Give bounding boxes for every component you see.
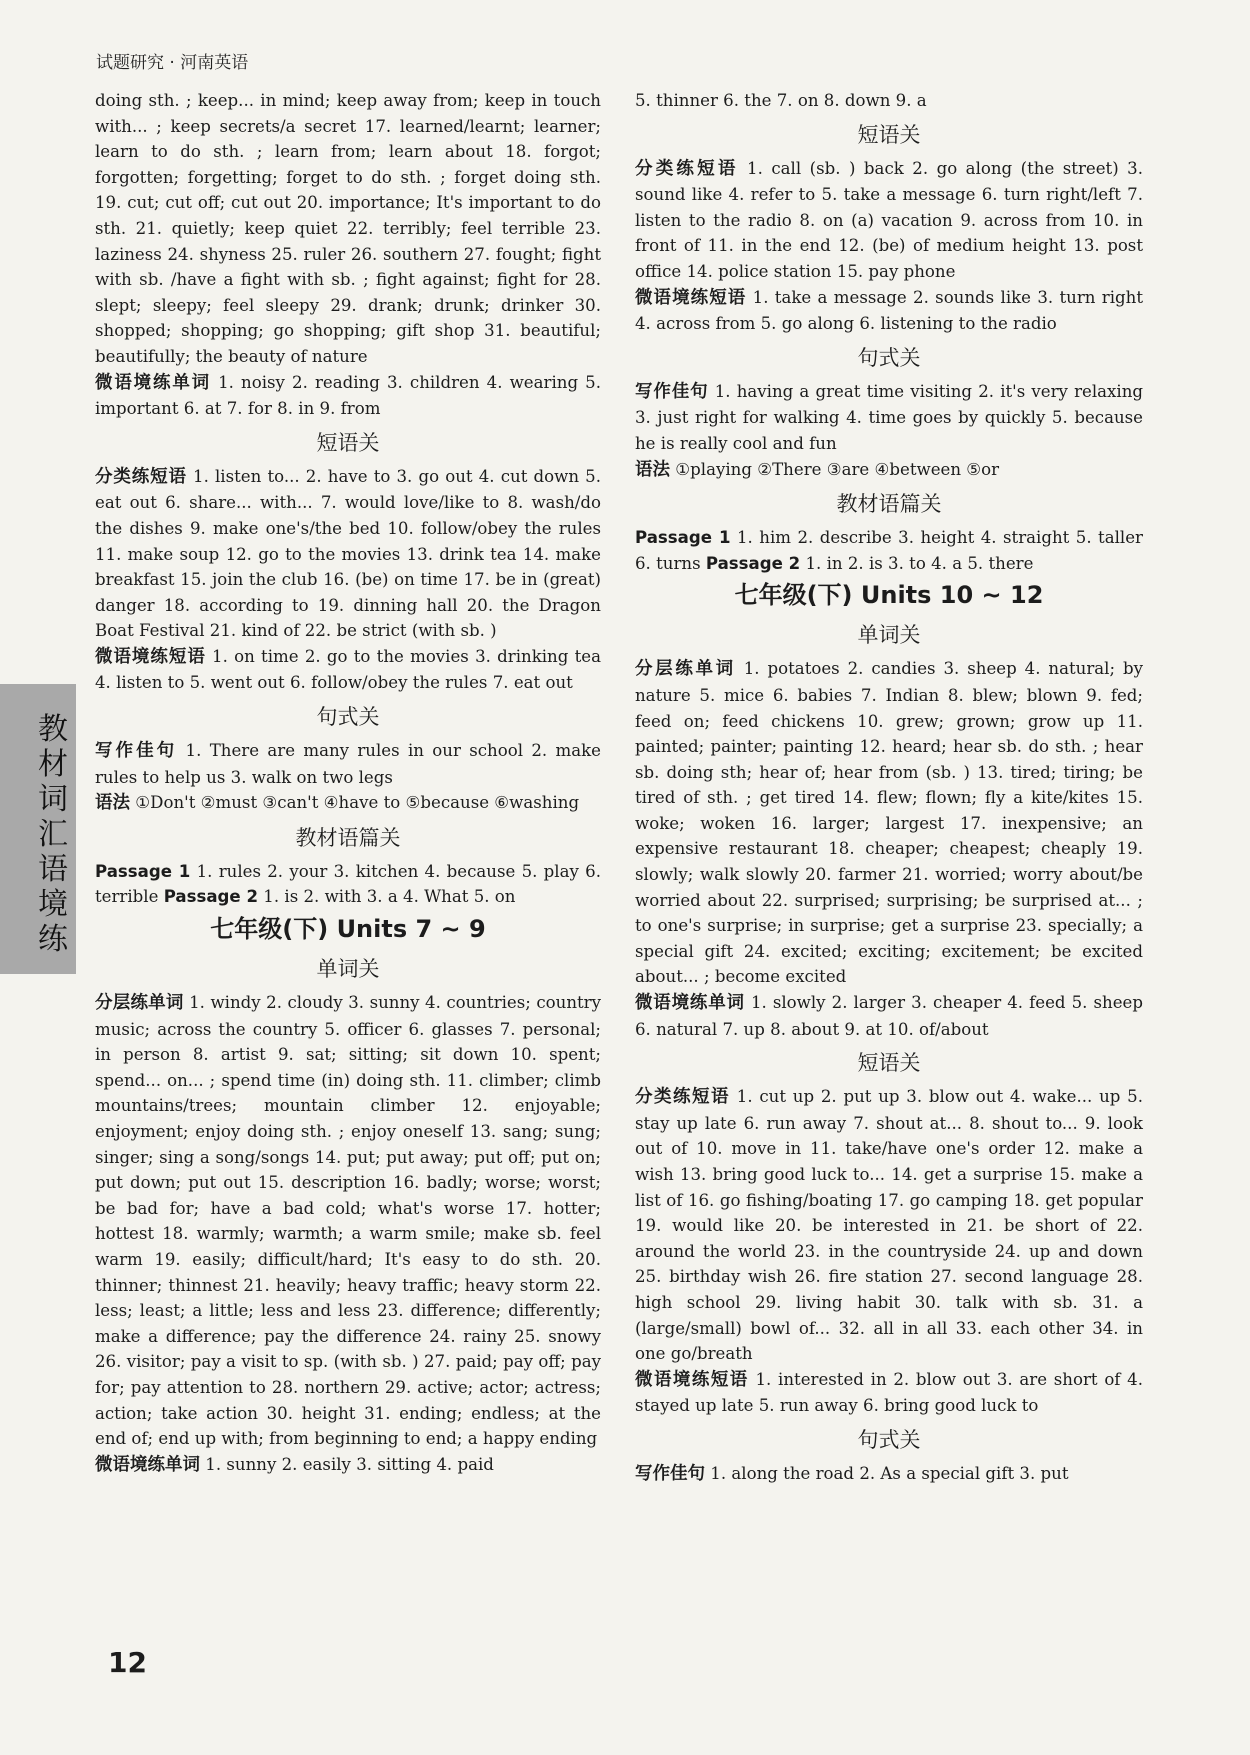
section-heading: 短语关 [857,122,921,147]
answer-paragraph [95,790,601,817]
answer-text: 1. having a great time visiting 2. it's very relaxing 3. just right for walking 4. time goes by quickly 5. because he is really cool and fun [635,381,1143,453]
section-heading: 教材语篇关 [295,825,401,850]
running-header: 试题研究 · 河南英语 [96,53,249,73]
exercise-label: 分类练短语 [635,1087,730,1108]
answer-text: 1. along the road 2. As a special gift 3. put [705,1463,1069,1483]
answer-text: 1. interested in 2. blow out 3. are short of 4. stayed up late 5. run away 6. bring good luck to [635,1369,1144,1416]
answer-text: 1. is 2. with 3. a 4. What 5. on [258,887,516,907]
section-heading: 句式关 [316,705,380,730]
exercise-label: 写作佳句 [95,741,178,762]
exercise-label: 微语境练单词 [635,993,745,1014]
answer-paragraph [95,738,601,790]
section-heading: 句式关 [857,345,921,370]
passage-label: Passage 1 [95,861,191,881]
answer-text: 1. call (sb. ) back 2. go along (the street) 3. sound like 4. refer to 5. take a message 6. turn right/left 7. listen to the radio 8. on (a) vacation 9. across from 10. in front of 11. in the end 12. (be) of medium height 13. post office 14. police station 15. pay phone [635,158,1144,281]
answer-paragraph [95,644,601,696]
exercise-label: 微语境练单词 [95,372,211,393]
page-number: 12 [108,1646,147,1679]
answer-text: 1. listen to... 2. have to 3. go out 4. cut down 5. eat out 6. share... with... 7. would love/like to 8. wash/do the dishes 9. make one's/the bed 10. follow/obey the rules 11. make soup 12. go to the movies 13. drink tea 14. make breakfast 15. join the club 16. (be) on time 17. be in (great) danger 18. according to 19. dinning hall 20. the Dragon Boat Festival 21. kind of 22. be strict (with sb. ) [95,466,601,641]
passage-label: Passage 2 [705,553,801,573]
answer-paragraph [635,1084,1143,1367]
exercise-label: 写作佳句 [635,381,709,402]
answer-paragraph [635,457,1143,484]
answer-paragraph [635,1367,1143,1419]
answer-text: 1. cut up 2. put up 3. blow out 4. wake... up 5. stay up late 6. run away 7. shout at... 8. shout to... 9. look out of 10. move in 11. take/have one's order 12. make a wish 13. bring good luck to... 14. get a surprise 15. make a list of 16. go fishing/boating 17. go camping 18. get popular 19. would like 20. be interested in 21. be short of 22. around the world 23. in the countryside 24. up and down 25. birthday wish 26. fire station 27. second language 28. high school 29. living habit 30. talk with sb. 31. a (large/small) bowl of... 32. all in all 33. each other 34. in one go/breath [635,1087,1143,1364]
answer-text: ①playing ②There ③are ④between ⑤or [670,459,1000,479]
section-heading: 单词关 [857,623,921,648]
section-heading: 教材语篇关 [836,492,942,517]
answer-text: 1. rules 2. your 3. kitchen 4. because 5. play 6. terrible [95,861,601,907]
answer-paragraph [635,990,1143,1042]
answer-paragraph [95,464,601,644]
exercise-label: 语法 [635,459,670,480]
answer-paragraph: 5. thinner 6. the 7. on 8. down 9. a [635,91,927,110]
exercise-label: 分层练单词 [95,993,184,1014]
exercise-label: 微语境练短语 [95,646,206,667]
exercise-label: 语法 [95,793,130,814]
answer-paragraph [635,525,1143,576]
exercise-label: 微语境练单词 [95,1454,200,1475]
answer-paragraph [635,156,1143,285]
answer-text: 1. windy 2. cloudy 3. sunny 4. countries; country music; across the country 5. officer 6. glasses 7. personal; in person 8. artist 9. sat; sitting; sit down 10. spent; spend... on... ; spend time (in) doing sth. 11. climber; climb mountains/trees; mountain climber 12. enjoyable; enjoyment; enjoy doing sth. ; enjoy oneself 13. sang; sung; singer; sing a song/songs 14. put; put away; put off; put on; put down; put out 15. description 16. badly; worse; worst; be bad for; have a bad cold; what's worse 17. hotter; hottest 18. warmly; warmth; a warm smile; make sb. feel warm 19. easily; difficult/hard; It's easy to do sth. 20. thinner; thinnest 21. heavily; heavy traffic; heavy storm 22. less; least; a little; less and less 23. difference; differently; make a difference; pay the difference 24. rainy 25. snowy 26. visitor; pay a visit to sp. (with sb. ) 27. paid; pay off; pay for; pay attention to 28. northern 29. active; actor; actress; action; take action 30. height 31. ending; endless; at the end of; end up with; from beginning to end; a happy ending [95,993,601,1449]
answer-paragraph [95,370,601,422]
answer-paragraph [635,656,1143,990]
answer-paragraph [635,379,1143,457]
passage-label: Passage 2 [163,887,259,907]
answer-text: 1. him 2. describe 3. height 4. straight 5. taller 6. turns [635,528,1143,573]
exercise-label: 微语境练短语 [635,287,747,308]
exercise-label: 分类练短语 [635,158,739,179]
section-heading: 短语关 [857,1051,921,1076]
answer-text: 1. There are many rules in our school 2. make rules to help us 3. walk on two legs [95,741,601,787]
unit-heading: 七年级(下) Units 7 ~ 9 [210,915,486,944]
right-column [635,88,1143,1488]
exercise-label: 写作佳句 [635,1463,705,1484]
answer-text: ①Don't ②must ③can't ④have to ⑤because ⑥washing [130,793,580,813]
answer-text: 1. in 2. is 3. to 4. a 5. there [800,553,1034,573]
side-tab-label: 教材词汇语境练 [38,712,68,957]
answer-paragraph: doing sth. ; keep... in mind; keep away from; keep in touch with... ; keep secrets/a secret 17. learned/learnt; learner; learn to do sth. ; learn from; learn about 18. forgot; forgotten; forgetting; forget to do sth. ; forget doing sth. 19. cut; cut off; cut out 20. importance; It's important to do sth. 21. quietly; keep quiet 22. terribly; feel terrible 23. laziness 24. shyness 25. ruler 26. southern 27. fought; fight with sb. /have a fight with sb. ; fight against; fight for 28. slept; sleepy; feel sleepy 29. drank; drunk; drinker 30. shopped; shopping; go shopping; gift shop 31. beautiful; beautifully; the beauty of nature [95,91,601,366]
answer-text: 1. noisy 2. reading 3. children 4. wearing 5. important 6. at 7. for 8. in 9. from [95,372,602,419]
answer-paragraph [635,1461,1143,1488]
passage-label: Passage 1 [635,528,731,548]
answer-text: 1. slowly 2. larger 3. cheaper 4. feed 5. sheep 6. natural 7. up 8. about 9. at 10. of/about [635,993,1143,1039]
side-tab [0,684,76,974]
answer-paragraph [95,990,601,1452]
answer-text: 1. potatoes 2. candies 3. sheep 4. natural; by nature 5. mice 6. babies 7. Indian 8. blew; blown 9. fed; feed on; feed chickens 10. grew; grown; grow up 11. painted; painter; painting 12. heard; hear sb. do sth. ; hear sb. doing sth; hear of; hear from (sb. ) 13. tired; tiring; be tired of sth. ; get tired 14. flew; flown; fly a kite/kites 15. woke; woken 16. larger; largest 17. inexpensive; an expensive restaurant 18. cheaper; cheapest; cheaply 19. slowly; walk slowly 20. farmer 21. worried; worry about/be worried about 22. surprised; surprising; be surprised at... ; to one's surprise; in surprise; get a surprise 23. specially; a special gift 24. excited; exciting; excitement; be excited about... ; become excited [635,659,1143,987]
exercise-label: 分层练单词 [635,659,736,680]
exercise-label: 微语境练短语 [635,1369,749,1390]
answer-paragraph [635,285,1143,337]
left-column [95,88,601,1478]
unit-heading: 七年级(下) Units 10 ~ 12 [734,581,1044,610]
answer-text: 1. take a message 2. sounds like 3. turn right 4. across from 5. go along 6. listening to the radio [635,287,1144,334]
section-heading: 单词关 [316,957,380,982]
section-heading: 句式关 [857,1427,921,1452]
exercise-label: 分类练短语 [95,466,187,487]
answer-paragraph [95,859,601,910]
answer-paragraph [95,1452,601,1479]
section-heading: 短语关 [316,430,380,455]
answer-text: 1. on time 2. go to the movies 3. drinking tea 4. listen to 5. went out 6. follow/obey the rules 7. eat out [95,646,601,693]
answer-text: 1. sunny 2. easily 3. sitting 4. paid [200,1454,494,1474]
